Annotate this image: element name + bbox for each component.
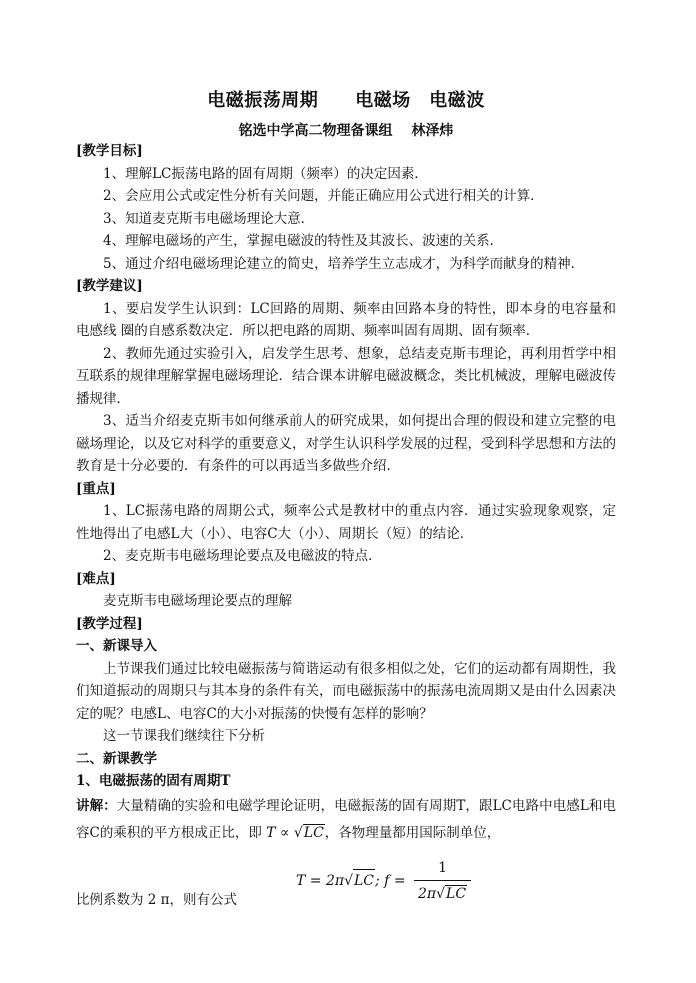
key-points-heading: [重点] — [76, 480, 116, 497]
explain-label: 讲解： — [76, 797, 117, 814]
suggestion-item: 3、适当介绍麦克斯韦如何继承前人的研究成果，如何提出合理的假设和建立完整的电磁场理论，以及它对科学的重要意义，对学生认识科学发展的过程，受到科学思想和方法的教育是十分必要的．有条件的可以再适当多做些介绍． — [76, 413, 616, 474]
key-point-item: 2、麦克斯韦电磁场理论要点及电磁波的特点． — [103, 548, 382, 564]
formula-block — [76, 847, 616, 911]
explanation-paragraph — [76, 793, 616, 847]
process-heading: [教学过程] — [76, 615, 143, 632]
period-frequency-formula: T = 2π √ LC ; f = $\frac{1}{2\pi√LC}$ — [296, 857, 471, 906]
objectives-heading: [教学目标] — [76, 143, 143, 159]
proportional-formula: T ∝ √LC — [266, 824, 324, 841]
process-part2-heading: 二、新课教学 — [76, 750, 157, 767]
key-point-item: 1、LC振荡电路的周期公式，频率公式是教材中的重点内容．通过实验现象观察，定性地得出了电感L大（小）、电容C大（小）、周期长（短）的结论． — [76, 503, 616, 542]
document-body — [76, 140, 616, 911]
difficulties-heading: [难点] — [76, 570, 116, 587]
intro-paragraph: 上节课我们通过比较电磁振荡与简谐运动有很多相似之处，它们的运动都有周期性，我们知道振动的周期只与其本身的条件有关，而电磁振荡中的振荡电流周期又是由什么因素决定的呢？电感L、电容C的大小对振荡的快慢有怎样的影响？ — [76, 660, 616, 722]
explain-text: 大量精确的实验和电磁学理论证明，电磁振荡的固有周期T，跟LC电路中电感L和电容C的乘积的平方根成正比，即 — [76, 797, 616, 841]
difficulty-item: 麦克斯韦电磁场理论要点的理解 — [103, 593, 292, 609]
page-title: 电磁振荡周期 电磁场 电磁波 — [207, 90, 485, 111]
objective-item: 5、通过介绍电磁场理论建立的简史，培养学生立志成才，为科学而献身的精神． — [103, 255, 585, 272]
objective-item: 4、理解电磁场的产生，掌握电磁波的特性及其波长、波速的关系． — [103, 233, 504, 249]
suggestions-heading: [教学建议] — [76, 278, 143, 294]
sub-section-heading: 1、电磁振荡的固有周期T — [76, 773, 231, 789]
process-part1-heading: 一、新课导入 — [76, 638, 157, 654]
objective-item: 3、知道麦克斯韦电磁场理论大意． — [103, 210, 315, 227]
objective-item: 1、理解LC振荡电路的固有周期（频率）的决定因素． — [103, 165, 428, 182]
objective-item: 2、会应用公式或定性分析有关问题，并能正确应用公式进行相关的计算． — [103, 188, 544, 204]
intro-paragraph: 这一节课我们继续往下分析 — [103, 728, 265, 744]
page-subtitle: 铭选中学高二物理备课组 林泽炜 — [238, 123, 454, 139]
suggestion-item: 2、教师先通过实验引入，启发学生思考、想象，总结麦克斯韦理论，再利用哲学中相互联系的规律理解掌握电磁场理论．结合课本讲解电磁波概念，类比机械波，理解电磁波传播规律． — [76, 345, 616, 407]
coefficient-line: 比例系数为 2 π，则有公式 — [76, 891, 238, 908]
explain-text-end: ，各物理量都用国际制单位， — [324, 824, 501, 841]
frequency-fraction: $\frac{1}{2\pi√LC}$ — [414, 857, 471, 906]
suggestion-item: 1、要启发学生认识到：LC回路的周期、频率由回路本身的特性，即本身的电容量和电感线 圈的自感系数决定．所以把电路的周期、频率叫固有周期、固有频率． — [76, 300, 616, 339]
